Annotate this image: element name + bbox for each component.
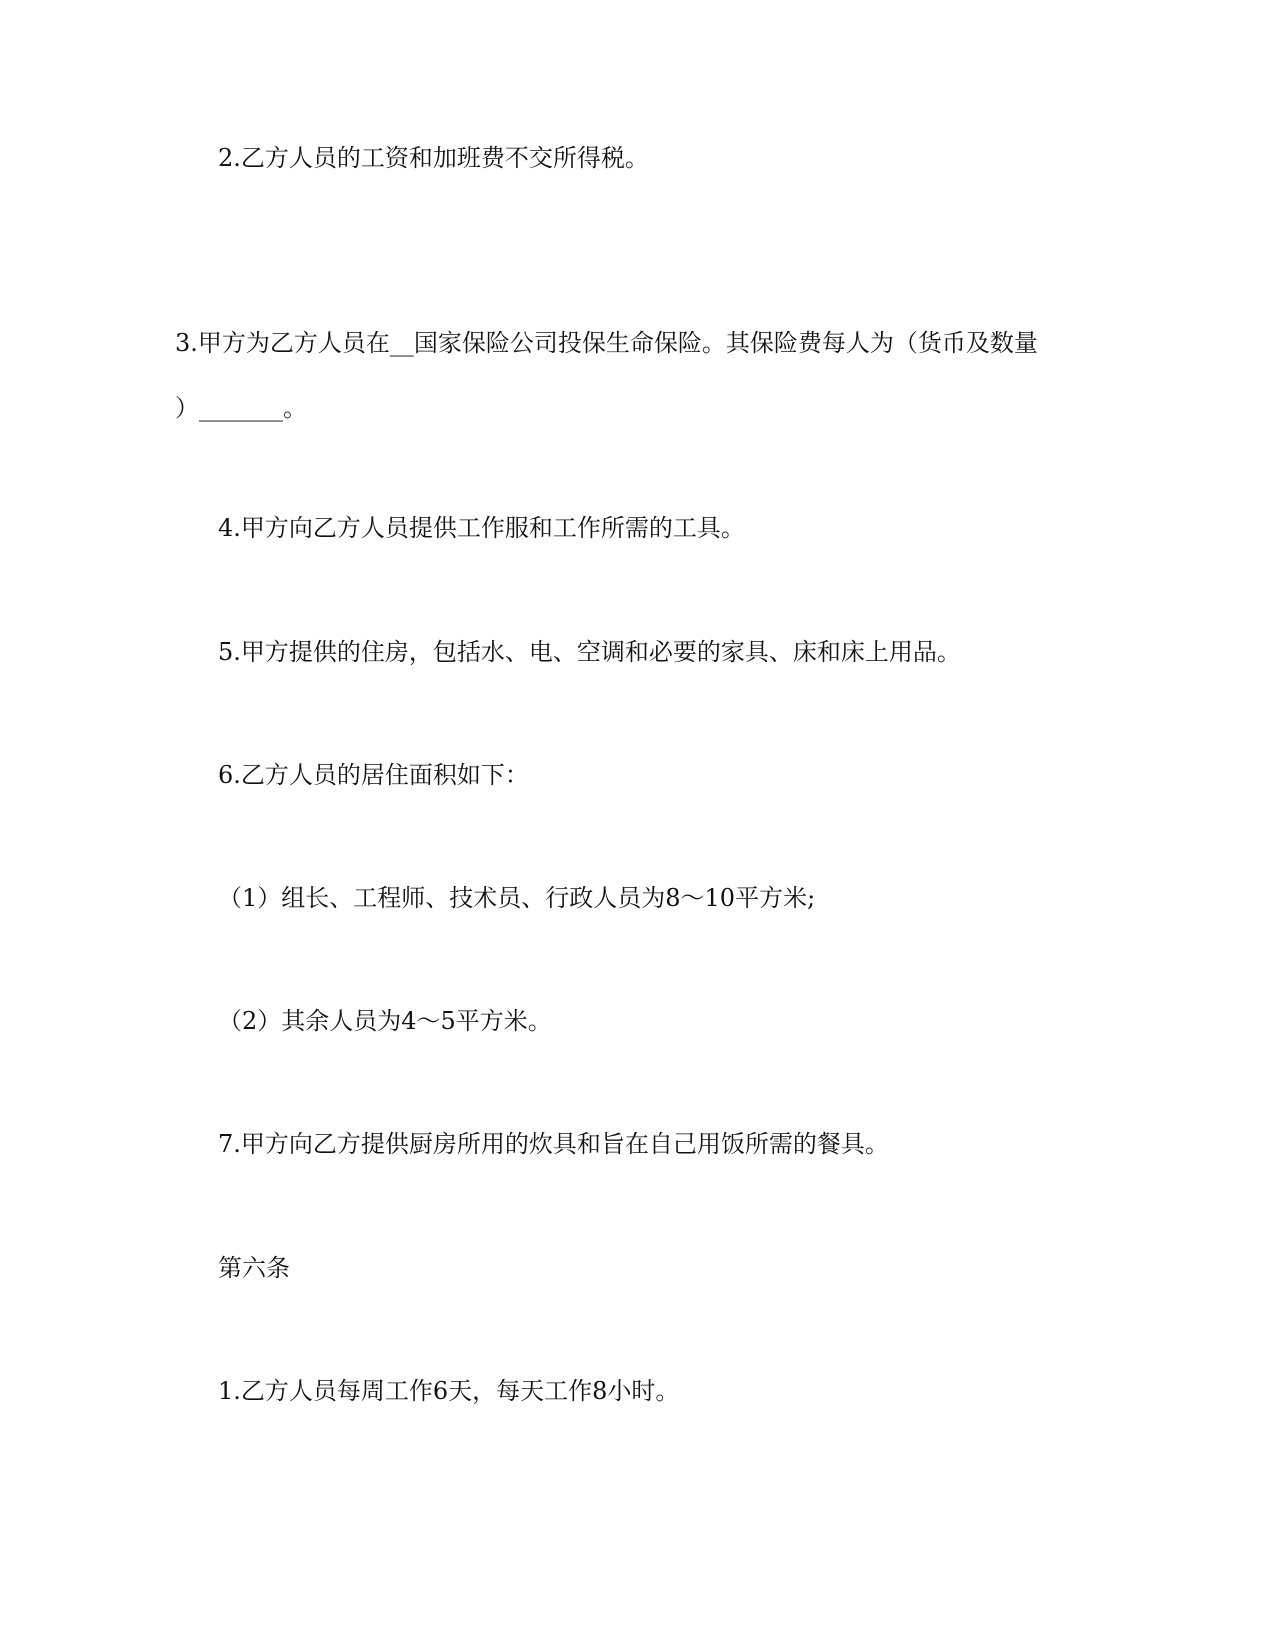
article-heading: 第六条: [218, 1254, 290, 1282]
paragraph-item-4-uniforms-tools: 4.甲方向乙方人员提供工作服和工作所需的工具。: [218, 514, 745, 542]
paragraph-item-6-living-area: 6.乙方人员的居住面积如下：: [218, 761, 529, 789]
paragraph-item-1-working-hours: 1.乙方人员每周工作6天，每天工作8小时。: [218, 1377, 680, 1405]
paragraph-item-5-housing: 5.甲方提供的住房，包括水、电、空调和必要的家具、床和床上用品。: [218, 638, 961, 666]
paragraph-item-3-insurance: 3.甲方为乙方人员在__国家保险公司投保生命保险。其保险费每人为（货币及数量: [175, 329, 1038, 357]
paragraph-item-3-insurance-continued: ）_______。: [175, 394, 307, 422]
paragraph-subitem-2-others-area: （2）其余人员为4～5平方米。: [218, 1007, 552, 1035]
paragraph-item-2-income-tax: 2.乙方人员的工资和加班费不交所得税。: [218, 144, 649, 172]
paragraph-item-7-kitchenware: 7.甲方向乙方提供厨房所用的炊具和旨在自己用饭所需的餐具。: [218, 1130, 889, 1158]
paragraph-subitem-1-leaders-area: （1）组长、工程师、技术员、行政人员为8～10平方米;: [218, 884, 816, 912]
